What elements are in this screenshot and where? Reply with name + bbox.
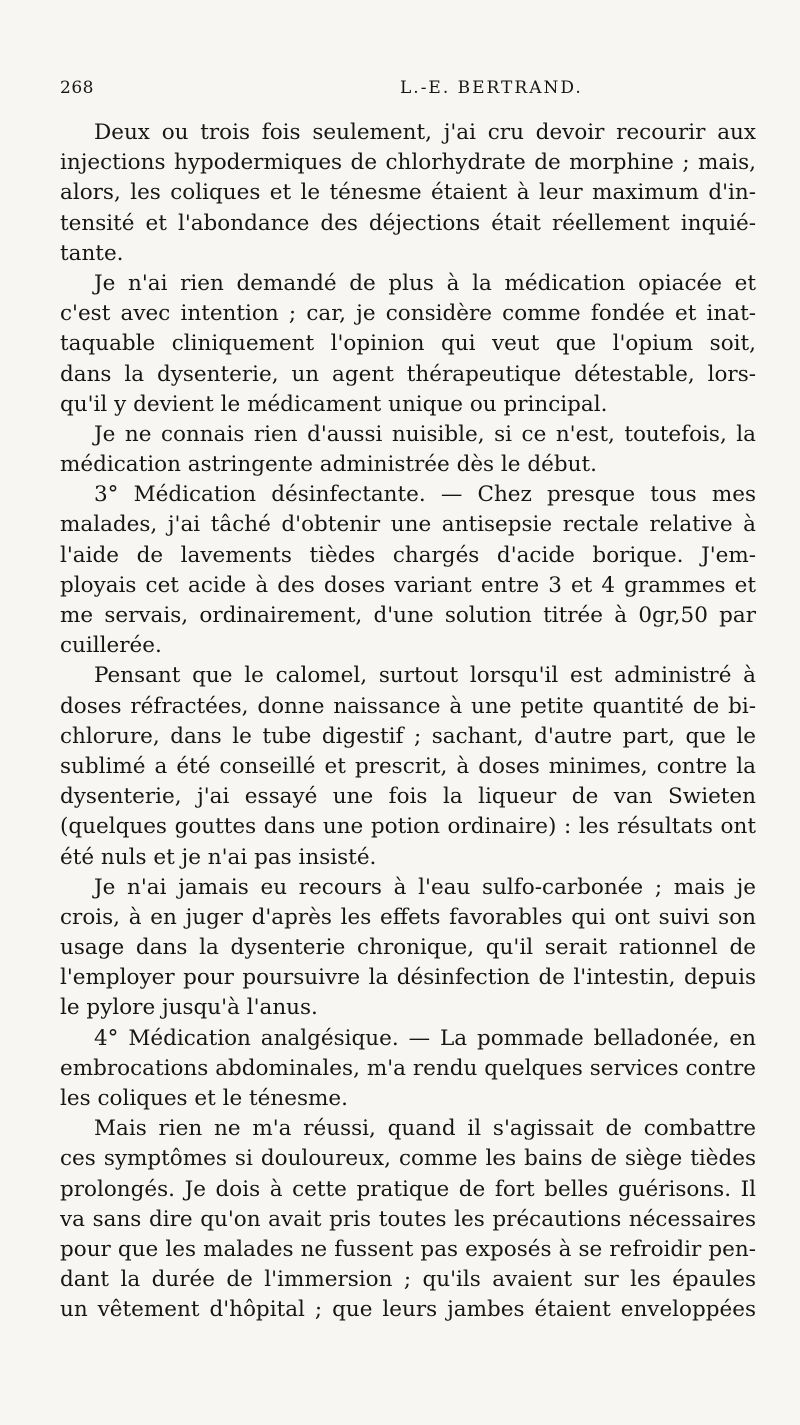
- text-line: doses réfractées, donne naissance à une petite quantité de bi-: [60, 693, 756, 719]
- text-line: (quelques gouttes dans une potion ordinaire) : les résultats ont: [60, 814, 756, 840]
- page-number: 268: [60, 78, 94, 98]
- text-line: dant la durée de l'immersion ; qu'ils avaient sur les épaules: [60, 1267, 756, 1293]
- text-line: médication astringente administrée dès le début.: [60, 452, 597, 478]
- text-line: Pensant que le calomel, surtout lorsqu'il est administré à: [94, 663, 756, 689]
- text-line: c'est avec intention ; car, je considère comme fondée et inat-: [60, 301, 756, 327]
- text-line: crois, à en juger d'après les effets favorables qui ont suivi son: [60, 904, 756, 930]
- text-line: embrocations abdominales, m'a rendu quelques services contre: [60, 1055, 756, 1081]
- text-line: les coliques et le ténesme.: [60, 1086, 348, 1111]
- page-header: [60, 78, 760, 104]
- text-line: dysenterie, j'ai essayé une fois la liqueur de van Swieten: [60, 784, 756, 810]
- text-line: 3° Médication désinfectante. — Chez presque tous mes: [94, 482, 756, 508]
- text-line: ces symptômes si douloureux, comme les bains de siège tièdes: [60, 1146, 756, 1172]
- text-line: un vêtement d'hôpital ; que leurs jambes étaient enveloppées: [60, 1297, 756, 1323]
- text-line: été nuls et je n'ai pas insisté.: [60, 844, 377, 870]
- text-line: sublimé a été conseillé et prescrit, à doses minimes, contre la: [60, 753, 756, 779]
- text-line: va sans dire qu'on avait pris toutes les précautions nécessaires: [60, 1206, 756, 1232]
- body-text: [60, 118, 756, 1326]
- text-line: usage dans la dysenterie chronique, qu'il serait rationnel de: [60, 935, 756, 961]
- text-line: taquable cliniquement l'opinion qui veut que l'opium soit,: [60, 331, 756, 357]
- text-line: malades, j'ai tâché d'obtenir une antisepsie rectale relative à: [60, 512, 756, 538]
- text-line: qu'il y devient le médicament unique ou principal.: [60, 391, 608, 417]
- text-line: tensité et l'abondance des déjections était réellement inquié-: [60, 210, 756, 236]
- text-line: l'employer pour poursuivre la désinfection de l'intestin, depuis: [60, 965, 756, 991]
- text-line: tante.: [60, 240, 124, 266]
- text-line: cuillerée.: [60, 633, 162, 659]
- text-line: prolongés. Je dois à cette pratique de fort belles guérisons. Il: [60, 1176, 756, 1202]
- text-line: Je n'ai jamais eu recours à l'eau sulfo-carbonée ; mais je: [94, 874, 756, 900]
- text-line: me servais, ordinairement, d'une solution titrée à 0gr,50 par: [60, 603, 756, 628]
- text-line: Je n'ai rien demandé de plus à la médication opiacée et: [94, 270, 756, 296]
- text-line: alors, les coliques et le ténesme étaient à leur maximum d'in-: [60, 180, 756, 206]
- running-head: L.-E. BERTRAND.: [400, 78, 583, 98]
- text-line: Mais rien ne m'a réussi, quand il s'agissait de combattre: [94, 1116, 756, 1142]
- text-line: le pylore jusqu'à l'anus.: [60, 995, 318, 1021]
- text-line: Je ne connais rien d'aussi nuisible, si ce n'est, toutefois, la: [94, 421, 756, 447]
- text-line: chlorure, dans le tube digestif ; sachant, d'autre part, que le: [60, 723, 756, 749]
- text-line: dans la dysenterie, un agent thérapeutique détestable, lors-: [60, 361, 756, 387]
- text-line: pour que les malades ne fussent pas exposés à se refroidir pen-: [60, 1236, 756, 1262]
- text-line: 4° Médication analgésique. — La pommade belladonée, en: [94, 1025, 756, 1051]
- text-line: Deux ou trois fois seulement, j'ai cru devoir recourir aux: [94, 120, 756, 145]
- text-line: ployais cet acide à des doses variant entre 3 et 4 grammes et: [60, 572, 756, 598]
- text-line: injections hypodermiques de chlorhydrate de morphine ; mais,: [60, 150, 756, 176]
- text-line: l'aide de lavements tièdes chargés d'acide borique. J'em-: [60, 542, 756, 568]
